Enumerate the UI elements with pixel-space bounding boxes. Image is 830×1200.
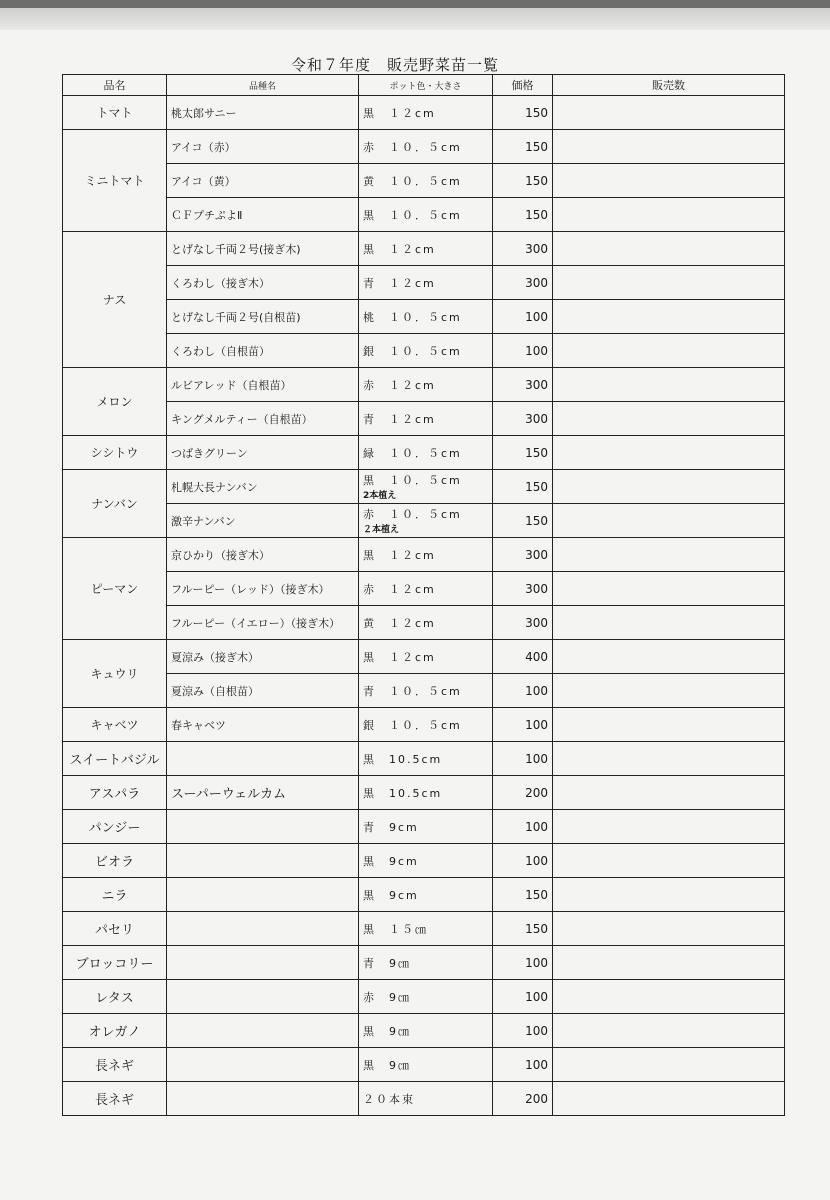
sold-count-cell[interactable] (553, 572, 785, 606)
variety-cell: アイコ（黄） (167, 164, 359, 198)
header-sold: 販売数 (553, 75, 785, 96)
variety-cell (167, 810, 359, 844)
sold-count-cell[interactable] (553, 878, 785, 912)
variety-cell: 激辛ナンバン (167, 504, 359, 538)
table-row (63, 776, 785, 810)
table-header-row (63, 75, 785, 96)
table-row (63, 368, 785, 402)
category-cell: パセリ (63, 912, 167, 946)
pot-cell (359, 572, 493, 606)
table-row (63, 810, 785, 844)
variety-cell: 京ひかり（接ぎ木） (167, 538, 359, 572)
variety-cell (167, 980, 359, 1014)
price-cell: 300 (493, 402, 553, 436)
pot-text: 黒 9cm (363, 888, 419, 902)
pot-text: 黄 １２cm (363, 616, 436, 630)
pot-cell (359, 504, 493, 538)
pot-text: 黒 １２cm (363, 242, 436, 256)
category-cell: トマト (63, 96, 167, 130)
pot-text: 赤 １２cm (363, 378, 436, 392)
sold-count-cell[interactable] (553, 810, 785, 844)
sold-count-cell[interactable] (553, 436, 785, 470)
price-cell: 200 (493, 776, 553, 810)
category-cell: ミニトマト (63, 130, 167, 232)
sold-count-cell[interactable] (553, 504, 785, 538)
table-row (63, 742, 785, 776)
table-row (63, 232, 785, 266)
pot-cell (359, 912, 493, 946)
price-cell: 100 (493, 844, 553, 878)
pot-cell (359, 402, 493, 436)
category-cell: ナス (63, 232, 167, 368)
price-cell: 100 (493, 980, 553, 1014)
table-row (63, 946, 785, 980)
pot-cell (359, 878, 493, 912)
price-cell: 150 (493, 912, 553, 946)
table-row (63, 96, 785, 130)
table-row (63, 300, 785, 334)
price-cell: 100 (493, 1048, 553, 1082)
price-cell: 150 (493, 878, 553, 912)
sold-count-cell[interactable] (553, 946, 785, 980)
table-row (63, 538, 785, 572)
header-price: 価格 (493, 75, 553, 96)
category-cell: メロン (63, 368, 167, 436)
price-cell: 100 (493, 300, 553, 334)
variety-cell: ルビアレッド（自根苗） (167, 368, 359, 402)
pot-cell (359, 776, 493, 810)
price-cell: 100 (493, 708, 553, 742)
sold-count-cell[interactable] (553, 1048, 785, 1082)
pot-text: 黒 １２cm (363, 548, 436, 562)
category-cell: シシトウ (63, 436, 167, 470)
pot-text: 赤 １０．５cm (363, 140, 462, 154)
variety-cell: くろわし（接ぎ木） (167, 266, 359, 300)
pot-cell (359, 266, 493, 300)
sold-count-cell[interactable] (553, 96, 785, 130)
price-cell: 150 (493, 436, 553, 470)
category-cell: キュウリ (63, 640, 167, 708)
sold-count-cell[interactable] (553, 368, 785, 402)
table-row (63, 1082, 785, 1116)
sold-count-cell[interactable] (553, 232, 785, 266)
sold-count-cell[interactable] (553, 606, 785, 640)
category-cell: スイートバジル (63, 742, 167, 776)
pot-text: 黒 10.5cm (363, 752, 443, 766)
category-cell: 長ネギ (63, 1082, 167, 1116)
sold-count-cell[interactable] (553, 300, 785, 334)
pot-text: 銀 １０．５cm (363, 718, 462, 732)
pot-text: 青 9cm (363, 820, 419, 834)
table-row (63, 470, 785, 504)
category-cell: ナンバン (63, 470, 167, 538)
sold-count-cell[interactable] (553, 708, 785, 742)
page-title: 令和７年度 販売野菜苗一覧 (290, 56, 499, 74)
paper-sheet (0, 8, 830, 1200)
sold-count-cell[interactable] (553, 470, 785, 504)
pot-text: 青 9㎝ (363, 956, 411, 970)
pot-cell (359, 198, 493, 232)
sold-count-cell[interactable] (553, 844, 785, 878)
pot-text: 銀 １０．５cm (363, 344, 462, 358)
pot-cell (359, 538, 493, 572)
pot-cell (359, 742, 493, 776)
sold-count-cell[interactable] (553, 640, 785, 674)
sold-count-cell[interactable] (553, 1082, 785, 1116)
table-row (63, 878, 785, 912)
variety-cell: 夏涼み（自根苗） (167, 674, 359, 708)
pot-cell (359, 300, 493, 334)
price-cell: 300 (493, 606, 553, 640)
variety-cell: 夏涼み（接ぎ木） (167, 640, 359, 674)
price-cell: 150 (493, 130, 553, 164)
planting-note: ２本植え (363, 525, 400, 535)
pot-cell (359, 844, 493, 878)
header-pot: ポット色・大きさ (359, 75, 493, 96)
price-cell: 150 (493, 164, 553, 198)
category-cell: ニラ (63, 878, 167, 912)
pot-cell (359, 1048, 493, 1082)
price-cell: 200 (493, 1082, 553, 1116)
table-row (63, 334, 785, 368)
variety-cell: ＣＦプチぷよⅡ (167, 198, 359, 232)
sold-count-cell[interactable] (553, 266, 785, 300)
price-cell: 100 (493, 674, 553, 708)
pot-cell (359, 640, 493, 674)
header-variety: 品種名 (167, 75, 359, 96)
pot-text: 黒 １０．５cm (363, 208, 462, 222)
sold-count-cell[interactable] (553, 674, 785, 708)
table-row (63, 504, 785, 538)
variety-cell (167, 878, 359, 912)
sold-count-cell[interactable] (553, 198, 785, 232)
variety-cell (167, 1082, 359, 1116)
pot-cell (359, 96, 493, 130)
price-cell: 300 (493, 266, 553, 300)
pot-cell (359, 1082, 493, 1116)
price-cell: 300 (493, 538, 553, 572)
pot-text: 青 １０．５cm (363, 684, 462, 698)
pot-text: 黒 １２cm (363, 650, 436, 664)
table-row (63, 844, 785, 878)
table-row (63, 1048, 785, 1082)
pot-text: 黒 9㎝ (363, 1058, 411, 1072)
pot-text: 黒 １２cm (363, 106, 436, 120)
table-row (63, 266, 785, 300)
sold-count-cell[interactable] (553, 164, 785, 198)
pot-cell (359, 606, 493, 640)
pot-text: 青 １２cm (363, 276, 436, 290)
table-row (63, 708, 785, 742)
table-row (63, 980, 785, 1014)
sold-count-cell[interactable] (553, 776, 785, 810)
table-body (63, 96, 785, 1116)
variety-cell: くろわし（自根苗） (167, 334, 359, 368)
pot-text: 黒 １０．５cm (363, 474, 462, 487)
variety-cell: とげなし千両２号(自根苗) (167, 300, 359, 334)
category-cell: レタス (63, 980, 167, 1014)
category-cell: パンジー (63, 810, 167, 844)
price-cell: 100 (493, 946, 553, 980)
variety-cell: 春キャベツ (167, 708, 359, 742)
price-cell: 400 (493, 640, 553, 674)
sold-count-cell[interactable] (553, 130, 785, 164)
category-cell: ビオラ (63, 844, 167, 878)
variety-cell: つばきグリーン (167, 436, 359, 470)
pot-text: 赤 １２cm (363, 582, 436, 596)
pot-text: 黒 10.5cm (363, 786, 443, 800)
category-cell: オレガノ (63, 1014, 167, 1048)
table-row (63, 912, 785, 946)
table-row (63, 436, 785, 470)
pot-cell (359, 334, 493, 368)
pot-text: 黒 9㎝ (363, 1024, 411, 1038)
pot-cell (359, 436, 493, 470)
variety-cell: フルーピー（イエロー）（接ぎ木） (167, 606, 359, 640)
variety-cell: フルーピー（レッド）（接ぎ木） (167, 572, 359, 606)
variety-cell (167, 1048, 359, 1082)
price-cell: 100 (493, 810, 553, 844)
pot-cell (359, 130, 493, 164)
category-cell: ピーマン (63, 538, 167, 640)
table-row (63, 572, 785, 606)
table-row (63, 402, 785, 436)
pot-text: 黒 １５㎝ (363, 922, 428, 936)
variety-cell (167, 912, 359, 946)
pot-cell (359, 164, 493, 198)
pot-cell (359, 946, 493, 980)
sold-count-cell[interactable] (553, 1014, 785, 1048)
sold-count-cell[interactable] (553, 742, 785, 776)
price-cell: 100 (493, 334, 553, 368)
page-edge-shadow (0, 8, 830, 30)
variety-cell: アイコ（赤） (167, 130, 359, 164)
pot-cell (359, 674, 493, 708)
variety-cell (167, 1014, 359, 1048)
table-row (63, 674, 785, 708)
pot-text: 緑 １０．５cm (363, 446, 462, 460)
header-category: 品名 (63, 75, 167, 96)
variety-cell: 札幌大長ナンバン (167, 470, 359, 504)
seedling-table (62, 74, 785, 1116)
price-cell: 100 (493, 1014, 553, 1048)
pot-cell (359, 470, 493, 504)
category-cell: 長ネギ (63, 1048, 167, 1082)
table-row (63, 130, 785, 164)
sold-count-cell[interactable] (553, 912, 785, 946)
planting-note: 2本植え (363, 491, 397, 501)
pot-cell (359, 708, 493, 742)
pot-cell (359, 980, 493, 1014)
price-cell: 300 (493, 232, 553, 266)
variety-cell: スーパーウェルカム (167, 776, 359, 810)
category-cell: ブロッコリー (63, 946, 167, 980)
table-row (63, 640, 785, 674)
price-cell: 300 (493, 572, 553, 606)
table-row (63, 164, 785, 198)
variety-cell: 桃太郎サニー (167, 96, 359, 130)
pot-text: 赤 9㎝ (363, 990, 411, 1004)
category-cell: キャベツ (63, 708, 167, 742)
variety-cell: とげなし千両２号(接ぎ木) (167, 232, 359, 266)
pot-text: ２０本束 (363, 1092, 415, 1106)
variety-cell (167, 742, 359, 776)
pot-cell (359, 810, 493, 844)
pot-text: 桃 １０．５cm (363, 310, 462, 324)
sold-count-cell[interactable] (553, 980, 785, 1014)
price-cell: 100 (493, 742, 553, 776)
variety-cell (167, 946, 359, 980)
pot-text: 青 １２cm (363, 412, 436, 426)
price-cell: 150 (493, 470, 553, 504)
pot-cell (359, 1014, 493, 1048)
table-row (63, 1014, 785, 1048)
pot-text: 黒 9cm (363, 854, 419, 868)
sold-count-cell[interactable] (553, 402, 785, 436)
variety-cell: キングメルティー（自根苗） (167, 402, 359, 436)
variety-cell (167, 844, 359, 878)
table-row (63, 606, 785, 640)
sold-count-cell[interactable] (553, 334, 785, 368)
price-cell: 150 (493, 504, 553, 538)
pot-text: 赤 １０．５cm (363, 508, 462, 521)
pot-cell (359, 232, 493, 266)
pot-cell (359, 368, 493, 402)
table-row (63, 198, 785, 232)
price-cell: 150 (493, 198, 553, 232)
pot-text: 黄 １０．５cm (363, 174, 462, 188)
price-cell: 150 (493, 96, 553, 130)
price-cell: 300 (493, 368, 553, 402)
sold-count-cell[interactable] (553, 538, 785, 572)
category-cell: アスパラ (63, 776, 167, 810)
